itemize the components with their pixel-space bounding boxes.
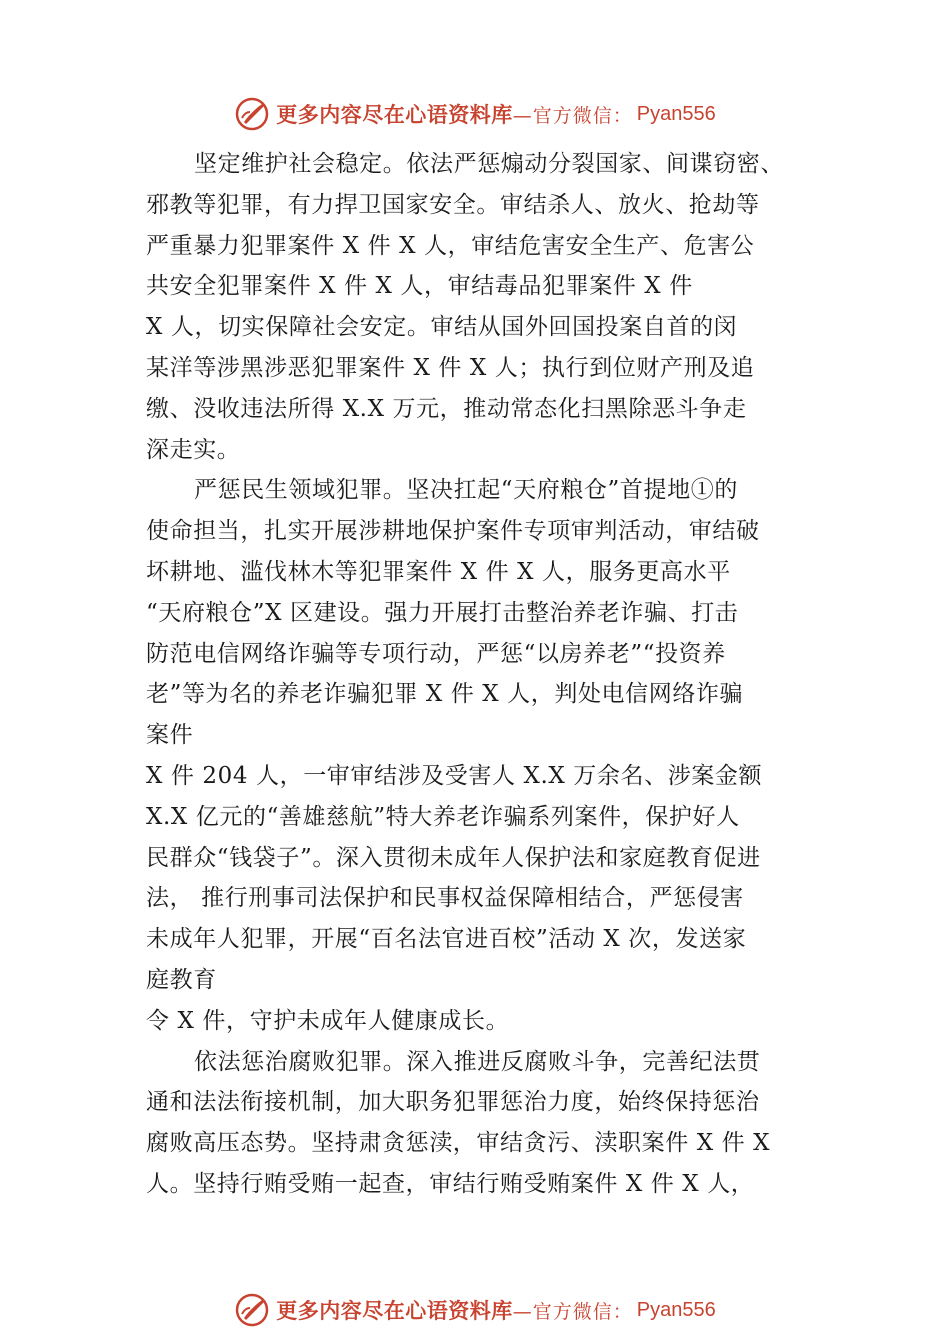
text-line: 坚定维护社会稳定。依法严惩煽动分裂国家、间谍窃密、 (194, 151, 784, 177)
text-line: 防范电信网络诈骗等专项行动，严惩“以房养老”“投资养 (146, 640, 726, 667)
text-line: 通和法法衔接机制，加大职务犯罪惩治力度，始终保持惩治 (146, 1089, 760, 1116)
body-text (146, 144, 806, 1205)
text-line: 邪教等犯罪，有力捍卫国家安全。审结杀人、放火、抢劫等 (146, 191, 760, 218)
text-line: 令 X 件，守护未成年人健康成长。 (146, 1007, 510, 1034)
text-line: 某洋等涉黑涉恶犯罪案件 X 件 X 人；执行到位财产刑及追 (146, 354, 755, 381)
text-line: 共安全犯罪案件 X 件 X 人，审结毒品犯罪案件 X 件 (146, 273, 693, 300)
text-line: 未成年人犯罪，开展“百名法官进百校”活动 X 次，发送家 (146, 926, 747, 953)
banner-subtitle: —官方微信： (512, 104, 633, 127)
banner-wechat-id: Pyan556 (636, 102, 716, 125)
text-line: 案件 (146, 722, 194, 749)
text-line: 法， 推行刑事司法保护和民事权益保障相结合，严惩侵害 (146, 885, 744, 912)
text-line: “天府粮仓”X 区建设。强力开展打击整治养老诈骗、打击 (146, 599, 739, 626)
footer-banner (0, 1290, 950, 1330)
text-line: 老”等为名的养老诈骗犯罪 X 件 X 人，判处电信网络诈骗 (146, 681, 744, 708)
text-line: X 人，切实保障社会安定。审结从国外回国投案自首的闵 (146, 314, 738, 341)
text-line: X.X 亿元的“善雄慈航”特大养老诈骗系列案件，保护好人 (146, 803, 740, 830)
text-line: 严重暴力犯罪案件 X 件 X 人，审结危害安全生产、危害公 (146, 232, 755, 259)
text-line: 使命担当，扎实开展涉耕地保护案件专项审判活动，审结破 (146, 518, 760, 545)
text-line: 坏耕地、滥伐林木等犯罪案件 X 件 X 人，服务更高水平 (146, 558, 731, 585)
text-line: X 件 204 人，一审审结涉及受害人 X.X 万余名、涉案金额 (146, 762, 763, 789)
text-line: 严惩民生领域犯罪。坚决扛起“天府粮仓”首提地①的 (194, 477, 738, 504)
text-line: 腐败高压态势。坚持肃贪惩渎，审结贪污、渎职案件 X 件 X (146, 1130, 771, 1157)
banner-wechat-id: Pyan556 (636, 1298, 716, 1321)
text-line: 民群众“钱袋子”。深入贯彻未成年人保护法和家庭教育促进 (146, 844, 761, 871)
banner-title: 更多内容尽在心语资料库 (276, 102, 513, 127)
text-line: 深走实。 (146, 436, 241, 463)
text-line: 人。坚持行贿受贿一起查，审结行贿受贿案件 X 件 X 人， (146, 1170, 755, 1197)
banner-subtitle: —官方微信： (512, 1300, 633, 1323)
brush-logo-icon (234, 96, 270, 132)
text-line: 庭教育 (146, 966, 217, 993)
banner-title: 更多内容尽在心语资料库 (276, 1298, 513, 1323)
header-banner (0, 94, 950, 134)
text-line: 缴、没收违法所得 X.X 万元，推动常态化扫黑除恶斗争走 (146, 395, 747, 422)
brush-logo-icon (234, 1292, 270, 1328)
text-line: 依法惩治腐败犯罪。深入推进反腐败斗争，完善纪法贯 (194, 1048, 761, 1075)
